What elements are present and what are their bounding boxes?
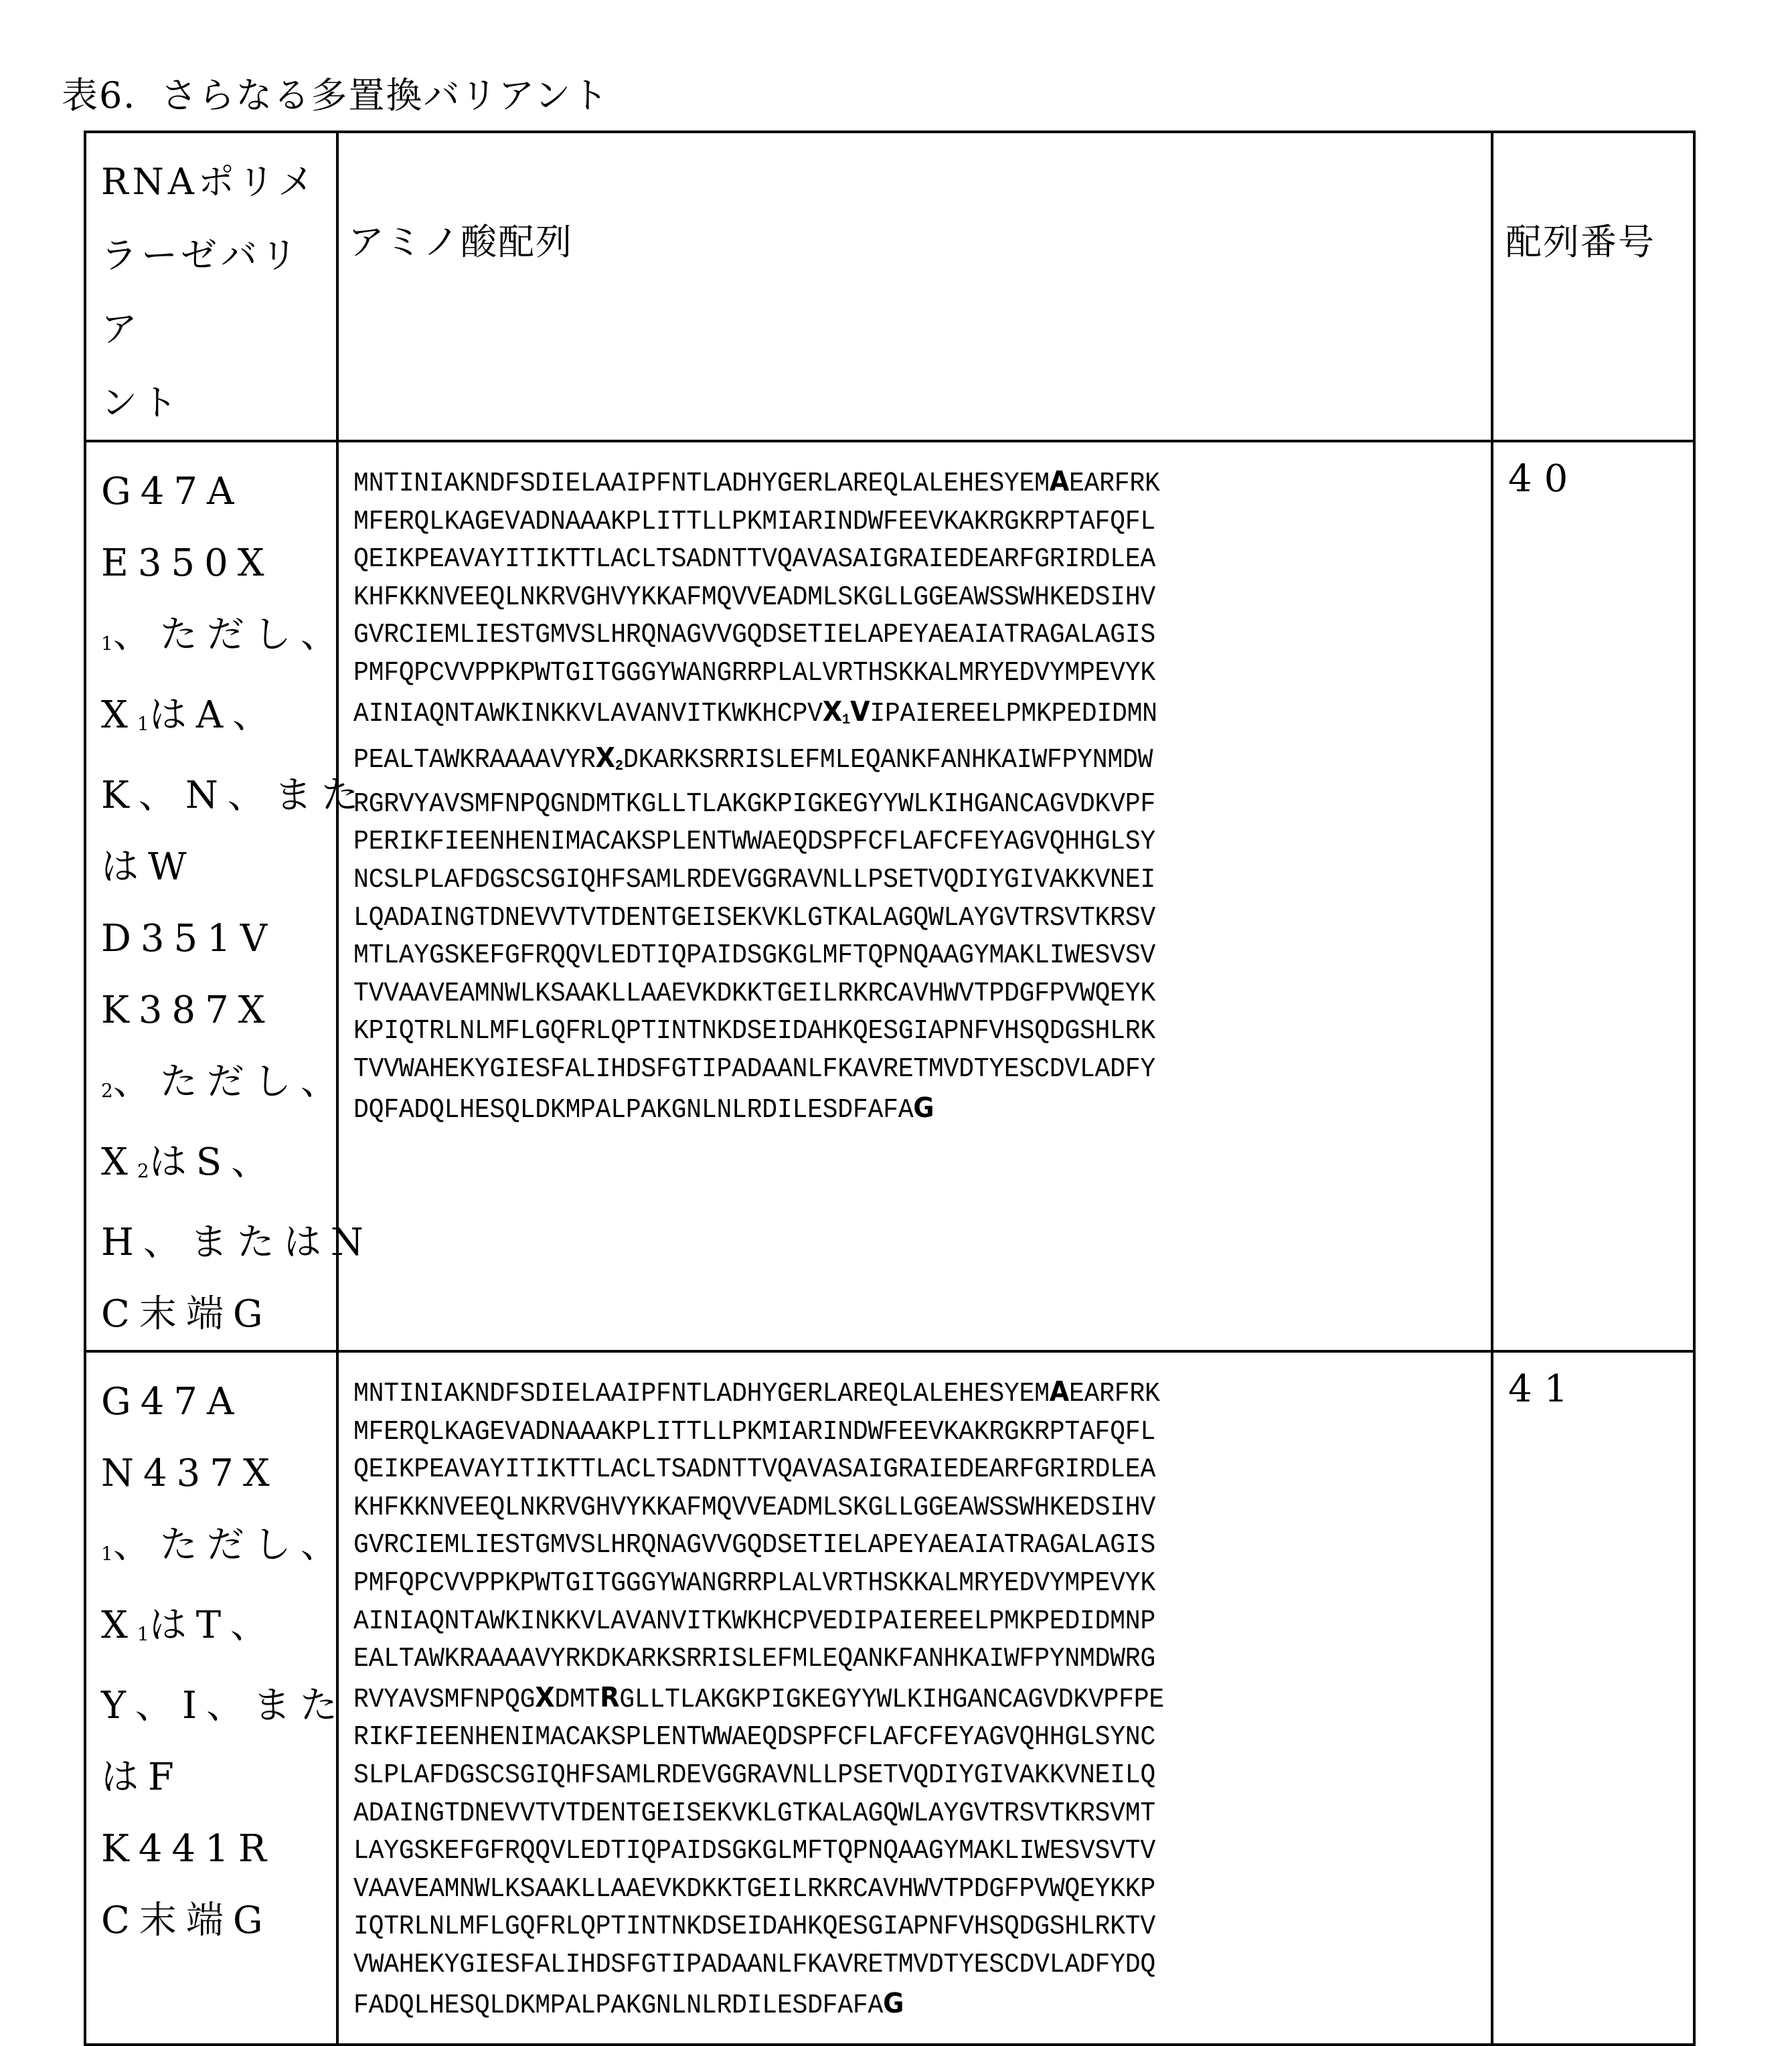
variant-text: はS、 <box>149 1140 278 1184</box>
variant-text: はW <box>101 845 196 889</box>
sequence-line <box>353 739 1411 786</box>
sequence-line <box>353 1832 1411 1871</box>
sequence-text: TVVAAVEAMNWLKSAAKLLAAEVKDKKTGEILRKRCAVHWVTPDGFPVWQEYK <box>353 978 1155 1009</box>
subscript: 2 <box>101 1080 113 1102</box>
variant-line <box>101 1278 336 1350</box>
variant-line <box>101 599 347 679</box>
variant-text: 、ただし、 <box>112 613 347 657</box>
subscript: 1 <box>101 632 113 655</box>
sequence-text: GVRCIEMLIESTGMVSLHRQNAGVVGQDSETIELAPEYAEAIATRAGALAGIS <box>353 1530 1155 1561</box>
sequence-line <box>353 1871 1411 1909</box>
table-title: 表6．さらなる多置換バリアント <box>62 74 610 116</box>
sequence-text: KHFKKNVEEQLNKRVGHVYKKAFMQVVEADMLSKGLLGGEAWSSWHKEDSIHV <box>353 1492 1155 1523</box>
highlighted-residue: X <box>535 1681 555 1713</box>
sequence-text: PMFQPCVVPPKPWTGITGGGYWANGRRPLALVRTHSKKALMRYEDVYMPEVYK <box>353 1567 1155 1599</box>
table-header-row <box>85 132 1694 441</box>
variant-line <box>101 1813 336 1885</box>
variant-text: Y、I、また <box>101 1684 347 1727</box>
sequence-line <box>353 462 1411 503</box>
sequence-line <box>353 616 1411 655</box>
sequence-text: GVRCIEMLIESTGMVSLHRQNAGVVGQDSETIELAPEYAEAIATRAGALAGIS <box>353 620 1155 651</box>
sequence-text: RGRVYAVSMFNPQGNDMTKGLLTLAKGKPIGKEGYYWLKIHGANCAGVDKVPF <box>353 788 1155 820</box>
sequence-text: MNTINIAKNDFSDIELAAIPFNTLADHYGERLAREQLALEHESYEM <box>353 468 1050 499</box>
sequence-line <box>353 1489 1411 1527</box>
header-variant-line: ラーゼバリア <box>101 234 301 350</box>
variant-text: K441R <box>101 1827 276 1871</box>
subscript: 2 <box>137 1160 149 1182</box>
variant-line <box>101 974 336 1046</box>
subscript: 1 <box>137 1623 149 1645</box>
sequence-line <box>353 1640 1411 1679</box>
highlighted-residue: X <box>822 695 842 728</box>
sequence-text: EALTAWKRAAAAVYRKDKARKSRRISLEFMLEQANKFANHKAIWFPYNMDWRG <box>353 1644 1155 1675</box>
table-row <box>85 441 1694 1351</box>
sequence-line <box>353 541 1411 579</box>
variant-line <box>101 1366 336 1438</box>
variant-text: K387X <box>101 989 274 1032</box>
sequence-line <box>353 1414 1411 1452</box>
seq-id-cell <box>1492 1351 1694 2045</box>
variant-line <box>101 831 336 903</box>
sequence-text: PERIKFIEENHENIMACAKSPLENTWWAEQDSPFCFLAFCFEYAGVQHHGLSY <box>353 827 1155 858</box>
variant-cell <box>85 441 373 1351</box>
sequence-text: GLLTLAKGKPIGKEGYYWLKIHGANCAGVDKVPFPE <box>619 1684 1164 1715</box>
sequence-text: DMT <box>554 1684 600 1715</box>
sequence-line <box>353 655 1411 693</box>
header-seq-id-label: 配列番号 <box>1505 221 1655 263</box>
sequence-line <box>353 579 1411 617</box>
variant-text: G47A <box>101 470 244 513</box>
variant-line <box>101 1509 347 1590</box>
sequence-text: DQFADQLHESQLDKMPALPAKGNLNLRDILESDFAFA <box>353 1094 914 1126</box>
variant-line <box>101 1590 336 1670</box>
sequence-text: AINIAQNTAWKINKKVLAVANVITKWKHCPV <box>353 698 823 730</box>
variant-text: C末端G <box>101 1292 272 1336</box>
sequence-text: EARFRK <box>1068 1379 1160 1410</box>
subscript: 1 <box>137 713 149 735</box>
sequence-text: KPIQTRLNLMFLGQFRLQPTINTNKDSEIDAHKQESGIAPNFVHSQDGSHLRK <box>353 1016 1155 1047</box>
header-variant-line: ント <box>101 381 181 424</box>
header-sequence <box>337 132 1492 441</box>
sequence-line <box>353 1013 1411 1051</box>
sequence-cell <box>337 441 1492 1351</box>
header-sequence-label: アミノ酸配列 <box>348 221 573 263</box>
variant-text: はA、 <box>149 693 280 737</box>
header-variant-line: RNAポリメ <box>101 161 318 203</box>
highlighted-residue: X <box>595 742 615 774</box>
highlighted-residue: A <box>1049 465 1069 497</box>
header-variant <box>85 132 337 441</box>
sequence-line <box>353 1946 1411 1984</box>
variant-line <box>101 903 336 974</box>
variant-cell <box>85 1351 347 2045</box>
variant-line <box>101 679 336 760</box>
sequence-text: ADAINGTDNEVVTVTDENTGEISEKVKLGTKALAGQWLAYGVTRSVTKRSVMT <box>353 1798 1155 1829</box>
sequence-line <box>353 1795 1411 1833</box>
sequence-text: KHFKKNVEEQLNKRVGHVYKKAFMQVVEADMLSKGLLGGEAWSSWHKEDSIHV <box>353 582 1155 613</box>
variant-line <box>101 1046 347 1126</box>
table-row <box>85 1351 1694 2045</box>
sequence-line <box>353 1679 1411 1719</box>
sequence-text: VWAHEKYGIESFALIHDSFGTIPADAANLFKAVRETMVDTYESCDVLADFYDQ <box>353 1949 1155 1980</box>
variants-table <box>84 131 1696 2046</box>
seq-id-cell <box>1492 441 1694 1351</box>
sequence-text: FADQLHESQLDKMPALPAKGNLNLRDILESDFAFA <box>353 1990 884 2021</box>
sequence-text: LAYGSKEFGFRQQVLEDTIQPAIDSGKGLMFTQPNQAAGYMAKLIWESVSVTV <box>353 1836 1155 1867</box>
variant-text: はF <box>101 1756 183 1799</box>
highlighted-residue: G <box>883 1986 904 2019</box>
sequence-text: IPAIEREELPMKPEDIDMN <box>870 698 1157 730</box>
subscript: 2 <box>615 758 624 775</box>
sequence-line <box>353 1908 1411 1946</box>
sequence-text: MFERQLKAGEVADNAAAKPLITTLLPKMIARINDWFEEVKAKRGKRPTAFQFL <box>353 1416 1155 1448</box>
variant-text: D351V <box>101 917 277 960</box>
variant-line <box>101 1207 373 1278</box>
sequence-line <box>353 1451 1411 1489</box>
sequence-text: RVYAVSMFNPQG <box>353 1684 536 1715</box>
variant-text: H、またはN <box>101 1221 373 1264</box>
variant-text: G47A <box>101 1380 244 1424</box>
variant-text: 、ただし、 <box>112 1523 347 1567</box>
sequence-text: PMFQPCVVPPKPWTGITGGGYWANGRRPLALVRTHSKKALMRYEDVYMPEVYK <box>353 657 1155 689</box>
highlighted-residue: A <box>1049 1375 1069 1408</box>
variant-line <box>101 1670 347 1741</box>
variant-line <box>101 527 336 599</box>
sequence-line <box>353 861 1411 900</box>
variant-text: X <box>101 1604 137 1647</box>
seq-id-value: 41 <box>1508 1367 1580 1411</box>
sequence-text: DKARKSRRISLEFMLEQANKFANHKAIWFPYNMDW <box>623 745 1153 776</box>
sequence-text: SLPLAFDGSCSGIQHFSAMLRDEVGGRAVNLLPSETVQDIYGIVAKKVNEILQ <box>353 1760 1155 1791</box>
variant-text: 、ただし、 <box>112 1060 347 1104</box>
variant-line <box>101 1438 336 1509</box>
highlighted-residue: V <box>850 695 870 728</box>
variant-text: X <box>101 1140 137 1184</box>
variant-text: X <box>101 693 137 737</box>
sequence-line <box>353 786 1411 824</box>
sequence-text: NCSLPLAFDGSCSGIQHFSAMLRDEVGGRAVNLLPSETVQDIYGIVAKKVNEI <box>353 864 1155 896</box>
sequence-line <box>353 937 1411 975</box>
sequence-line <box>353 1089 1411 1130</box>
variant-line <box>101 760 368 831</box>
sequence-line <box>353 1984 1411 2025</box>
sequence-text: QEIKPEAVAYITIKTTLACLTSADNTTVQAVASAIGRAIEDEARFGRIRDLEA <box>353 1454 1155 1486</box>
variant-text: E350X <box>101 541 274 585</box>
highlighted-residue: G <box>913 1091 934 1124</box>
variant-text: N437X <box>101 1452 279 1495</box>
sequence-line <box>353 1565 1411 1603</box>
sequence-line <box>353 1527 1411 1565</box>
sequence-text: EARFRK <box>1068 468 1160 499</box>
variant-line <box>101 1741 336 1813</box>
variant-line <box>101 1885 336 1956</box>
sequence-line <box>353 975 1411 1013</box>
sequence-text: TVVWAHEKYGIESFALIHDSFGTIPADAANLFKAVRETMVDTYESCDVLADFY <box>353 1053 1155 1085</box>
seq-id-value: 40 <box>1508 457 1580 501</box>
sequence-line <box>353 1603 1411 1641</box>
variant-line <box>101 456 336 527</box>
sequence-text: MFERQLKAGEVADNAAAKPLITTLLPKMIARINDWFEEVKAKRGKRPTAFQFL <box>353 506 1155 537</box>
sequence-line <box>353 693 1411 740</box>
highlighted-residue: R <box>600 1681 620 1713</box>
sequence-text: MNTINIAKNDFSDIELAAIPFNTLADHYGERLAREQLALEHESYEM <box>353 1379 1050 1410</box>
sequence-text: MTLAYGSKEFGFRQQVLEDTIQPAIDSGKGLMFTQPNQAAGYMAKLIWESVSV <box>353 940 1155 972</box>
sequence-text: VAAVEAMNWLKSAAKLLAAEVKDKKTGEILRKRCAVHWVTPDGFPVWQEYKKP <box>353 1873 1155 1905</box>
variant-text: C末端G <box>101 1899 272 1942</box>
sequence-line <box>353 900 1411 938</box>
sequence-line <box>353 1719 1411 1757</box>
subscript: 1 <box>101 1543 113 1565</box>
sequence-text: AINIAQNTAWKINKKVLAVANVITKWKHCPVEDIPAIEREELPMKPEDIDMNP <box>353 1606 1155 1637</box>
header-seq-id <box>1492 132 1694 441</box>
sequence-line <box>353 823 1411 861</box>
sequence-line <box>353 1051 1411 1089</box>
sequence-line <box>353 1373 1411 1414</box>
sequence-text: IQTRLNLMFLGQFRLQPTINTNKDSEIDAHKQESGIAPNFVHSQDGSHLRKTV <box>353 1911 1155 1943</box>
sequence-text: LQADAINGTDNEVVTVTDENTGEISEKVKLGTKALAGQWLAYGVTRSVTKRSV <box>353 902 1155 934</box>
subscript: 1 <box>841 711 851 728</box>
sequence-line <box>353 503 1411 541</box>
variant-text: K、N、また <box>101 774 368 817</box>
variant-line <box>101 1126 336 1207</box>
sequence-text: QEIKPEAVAYITIKTTLACLTSADNTTVQAVASAIGRAIEDEARFGRIRDLEA <box>353 544 1155 576</box>
sequence-line <box>353 1757 1411 1795</box>
sequence-text: RIKFIEENHENIMACAKSPLENTWWAEQDSPFCFLAFCFEYAGVQHHGLSYNC <box>353 1722 1155 1754</box>
variant-text: はT、 <box>149 1604 278 1647</box>
sequence-text: PEALTAWKRAAAAVYR <box>353 745 596 776</box>
sequence-cell <box>337 1351 1492 2045</box>
